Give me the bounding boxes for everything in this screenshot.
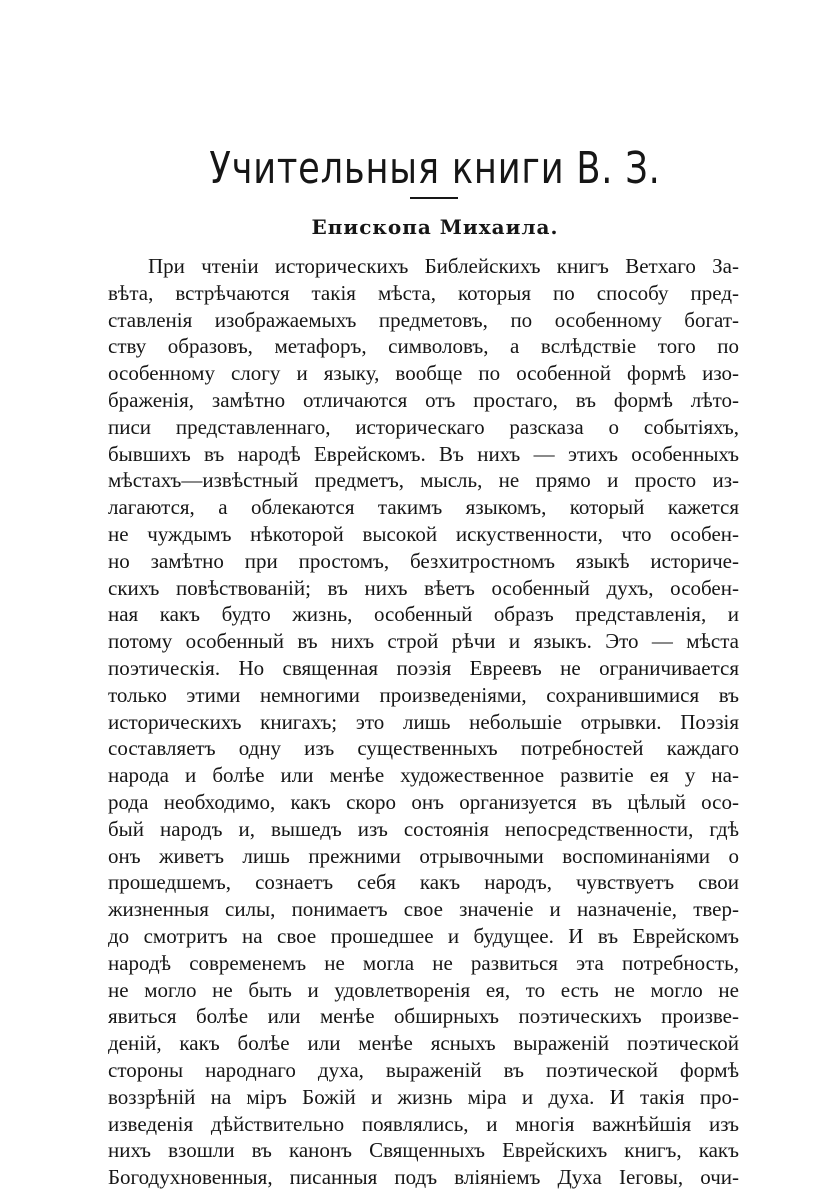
- text-line: жизненныя силы, понимаетъ свое значенiе и назначенiе, твер-: [108, 897, 739, 922]
- chapter-title: Учительныя книги В. З.: [209, 143, 661, 194]
- text-line: ству образовъ, метафоръ, символовъ, а вслѣдствiе того по: [108, 334, 739, 359]
- text-line: Богодухновенныя, писанныя подъ влiянiемъ Духа Iеговы, очи-: [108, 1165, 739, 1190]
- text-line: изведенiя дѣйствительно появлялись, и многiя важнѣйшiя изъ: [108, 1111, 739, 1136]
- text-line: не могло не быть и удовлетворенiя ея, то есть не могло не: [108, 977, 739, 1002]
- text-line: денiй, какъ болѣе или менѣе ясныхъ выраженiй поэтической: [108, 1031, 739, 1056]
- text-line: мѣстахъ—извѣстный предметъ, мысль, не прямо и просто из-: [108, 468, 739, 493]
- text-line: скихъ повѣствованiй; въ нихъ вѣетъ особенный духъ, особен-: [108, 575, 739, 600]
- text-line: писи представленнаго, историческаго разсказа о событiяхъ,: [108, 414, 739, 439]
- title-divider: [410, 197, 458, 199]
- text-line: явиться болѣе или менѣе обширныхъ поэтическихъ произве-: [108, 1004, 739, 1029]
- text-line: только этими немногими произведенiями, сохранившимися въ: [108, 682, 739, 707]
- text-line: онъ живетъ лишь прежними отрывочными воспоминанiями о: [108, 843, 739, 868]
- text-line: воззрѣнiй на мiръ Божiй и жизнь мiра и духа. И такiя про-: [108, 1084, 739, 1109]
- author-line: Епископа Михаила.: [311, 215, 559, 239]
- text-line: рода необходимо, какъ скоро онъ организуется въ цѣлый осо-: [108, 789, 739, 814]
- text-line: бый народъ и, вышедъ изъ состоянiя непосредственности, гдѣ: [108, 816, 739, 841]
- text-line: вѣта, встрѣчаются такiя мѣста, которыя по способу пред-: [108, 280, 739, 305]
- text-line: историческихъ книгахъ; это лишь небольшiе отрывки. Поэзiя: [108, 709, 739, 734]
- text-line: браженiя, замѣтно отличаются отъ простаго, въ формѣ лѣто-: [108, 387, 739, 412]
- text-line: но замѣтно при простомъ, безхитростномъ языкѣ историче-: [108, 548, 739, 573]
- text-line: лагаются, а облекаются такимъ языкомъ, который кажется: [108, 495, 739, 520]
- text-line: особенному слогу и языку, вообще по особенной формѣ изо-: [108, 361, 739, 386]
- body-text: [108, 253, 739, 1191]
- text-line: народѣ современемъ не могла не развиться эта потребность,: [108, 950, 739, 975]
- text-line: ставленiя изображаемыхъ предметовъ, по особенному богат-: [108, 307, 739, 332]
- text-line: ная какъ будто жизнь, особенный образъ представленiя, и: [108, 602, 739, 627]
- text-line: до смотритъ на свое прошедшее и будущее. И въ Еврейскомъ: [108, 923, 739, 948]
- text-line: не чуждымъ нѣкоторой высокой искуственности, что особен-: [108, 521, 739, 546]
- text-line: народа и болѣе или менѣе художественное развитiе ея у на-: [108, 763, 739, 788]
- text-line: прошедшемъ, сознаетъ себя какъ народъ, чувствуетъ свои: [108, 870, 739, 895]
- text-line: При чтенiи историческихъ Библейскихъ книгъ Ветхаго За-: [148, 254, 739, 278]
- text-line: поэтическiя. Но священная поэзiя Евреевъ не ограничивается: [108, 655, 739, 680]
- text-line: стороны народнаго духа, выраженiй въ поэтической формѣ: [108, 1057, 739, 1082]
- text-line: составляетъ одну изъ существенныхъ потребностей каждаго: [108, 736, 739, 761]
- text-line: потому особенный въ нихъ строй рѣчи и языкъ. Это — мѣста: [108, 629, 739, 654]
- text-line: нихъ взошли въ канонъ Священныхъ Еврейскихъ книгъ, какъ: [108, 1138, 739, 1163]
- text-line: бывшихъ въ народѣ Еврейскомъ. Въ нихъ — этихъ особенныхъ: [108, 441, 739, 466]
